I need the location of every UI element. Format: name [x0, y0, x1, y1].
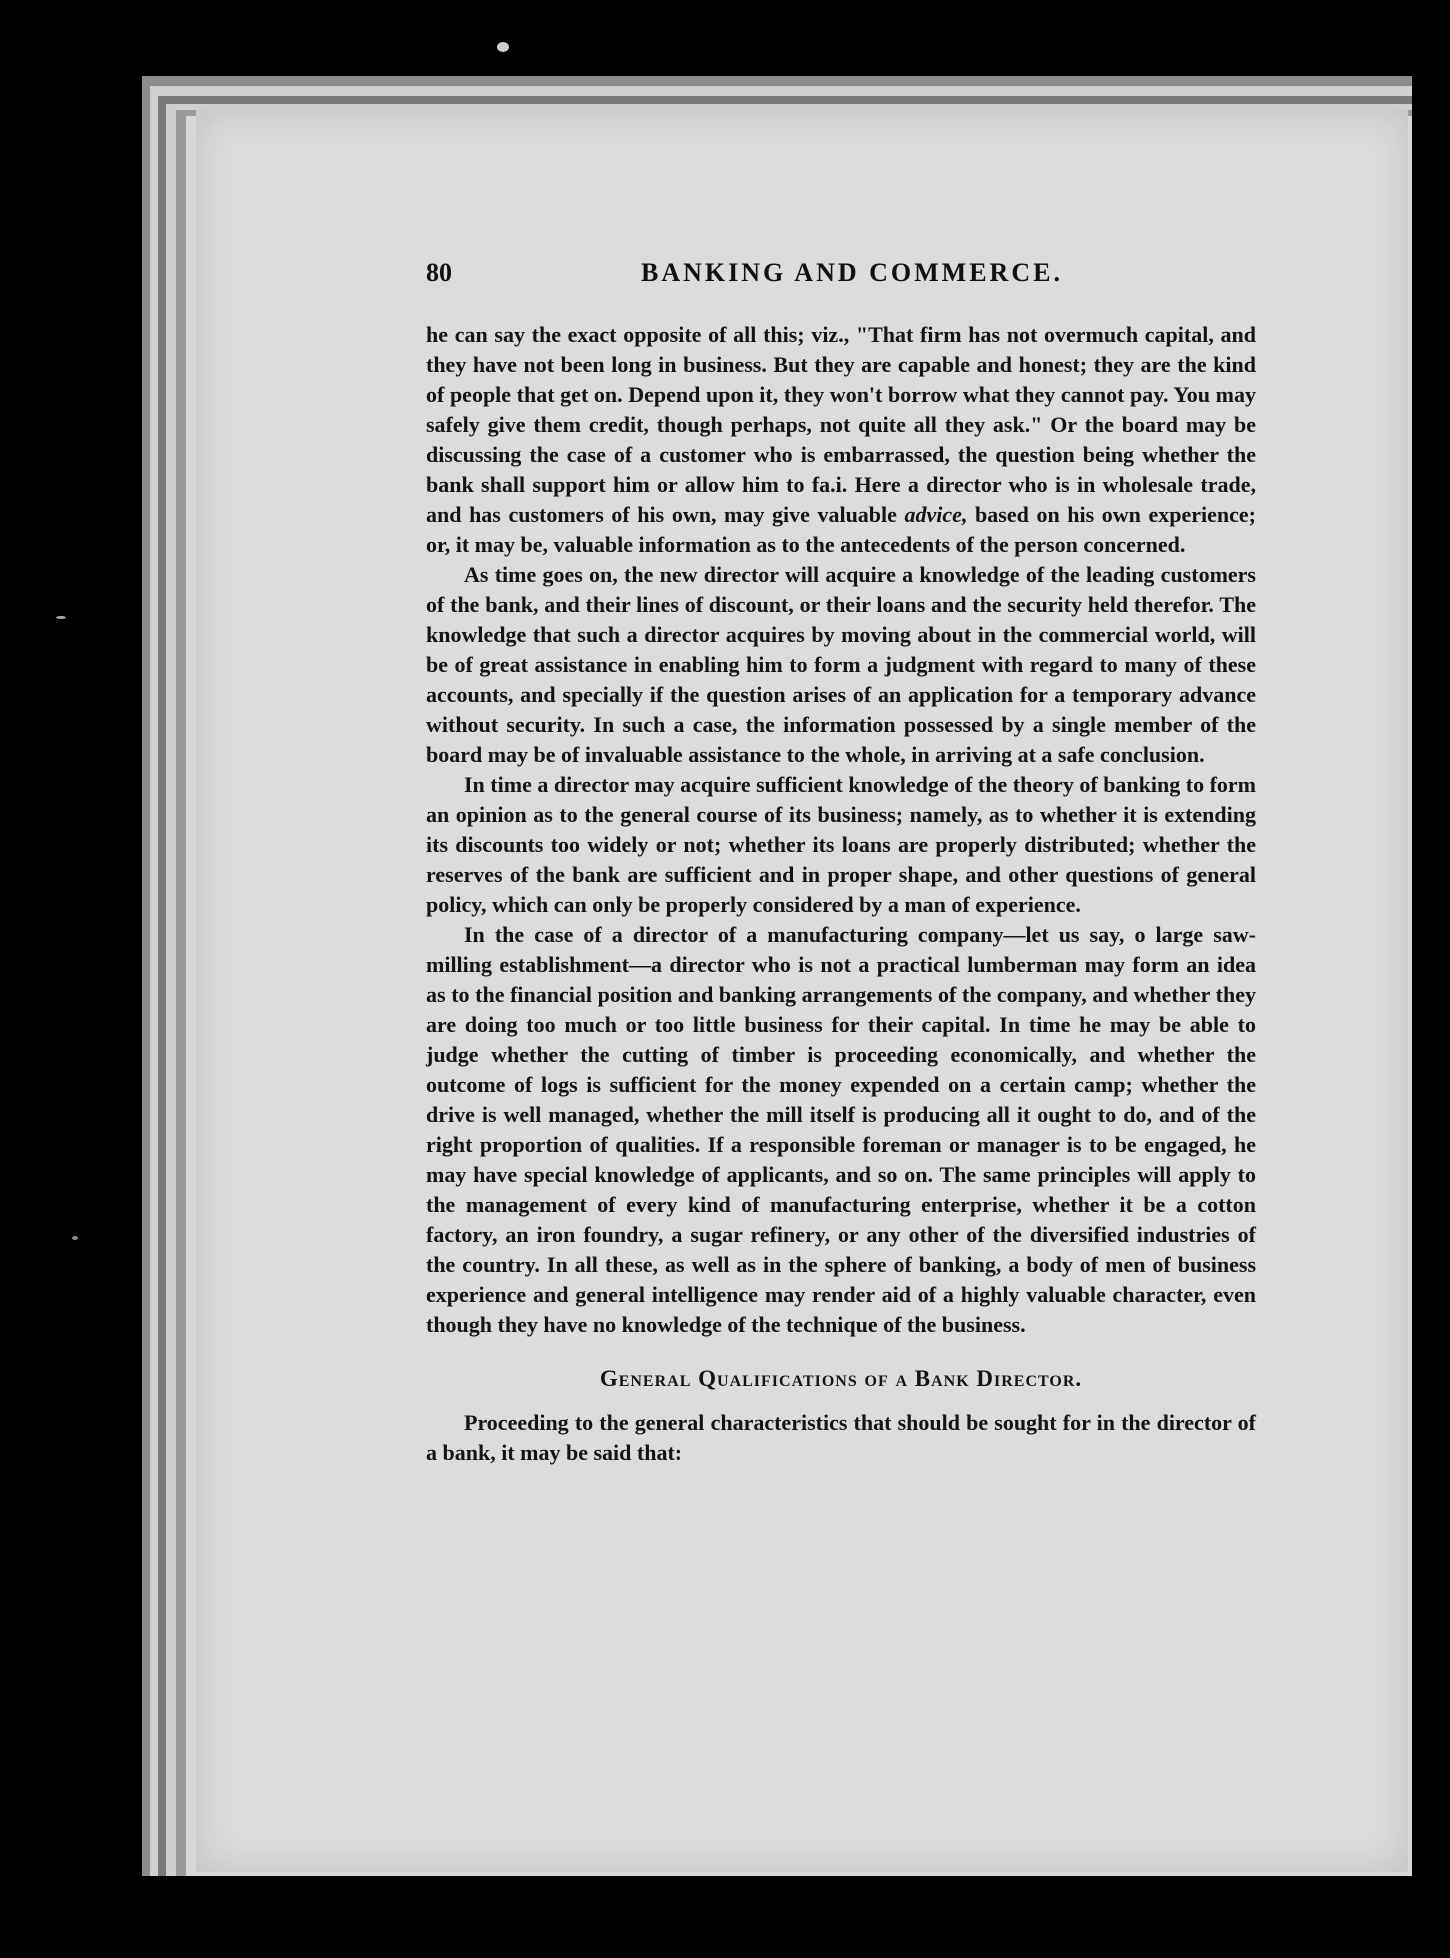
paragraph-text: he can say the exact opposite of all this; viz., "That firm has not overmuch capital, and they have not been long in business. But they are capable and honest; they are the kind of people that get on. Depend upon it, they won't borrow what they cannot pay. You may safely give them credit, though perhaps, not quite all they ask." Or the board may be discussing the case of a customer who is embarrassed, the question being whether the bank shall support him or allow him to fa.i. Here a director who is in wholesale trade, and has customers of his own, may give valuable	[426, 322, 1256, 527]
paragraph-text: based on his own experience; or, it may be, valuable information as to the antecedents of the person concerned.	[426, 502, 1257, 557]
section-heading: General Qualifications of a Bank Director.	[599, 1366, 1083, 1391]
page-header	[426, 258, 1256, 294]
paragraph: Proceeding to the general characteristics that should be sought for in the director of a bank, it may be said that:	[426, 1410, 1256, 1465]
italic-word: advice,	[904, 502, 968, 527]
paragraph: In time a director may acquire sufficient knowledge of the theory of banking to form an opinion as to the general course of its business; namely, as to whether it is extending its discounts too widely or not; whether its loans are properly distributed; whether the reserves of the bank are sufficient and in proper shape, and other questions of general policy, which can only be properly considered by a man of experience.	[426, 772, 1256, 917]
page-body	[426, 320, 1256, 1468]
page-number: 80	[426, 258, 452, 287]
scan-speck	[72, 1236, 78, 1240]
running-head: BANKING AND COMMERCE.	[641, 258, 1063, 287]
paragraph	[426, 320, 1256, 560]
scan-speck	[56, 616, 66, 619]
scan-speck	[497, 42, 509, 52]
paragraph: In the case of a director of a manufacturing company—let us say, o large saw-milling establishment—a director who is not a practical lumberman may form an idea as to the financial position and banking arrangements of the company, and whether they are doing too much or too little business for their capital. In time he may be able to judge whether the cutting of timber is proceeding economically, and whether the outcome of logs is sufficient for the money expended on a certain camp; whether the drive is well managed, whether the mill itself is producing all it ought to do, and of the right proportion of qualities. If a responsible foreman or manager is to be engaged, he may have special knowledge of applicants, and so on. The same principles will apply to the management of every kind of manufacturing enterprise, whether it be a cotton factory, an iron foundry, a sugar refinery, or any other of the diversified industries of the country. In all these, as well as in the sphere of banking, a body of men of business experience and general intelligence may render aid of a highly valuable character, even though they have no knowledge of the technique of the business.	[426, 922, 1256, 1337]
paragraph: As time goes on, the new director will acquire a knowledge of the leading customers of the bank, and their lines of discount, or their loans and the security held therefor. The knowledge that such a director acquires by moving about in the commercial world, will be of great assistance in enabling him to form a judgment with regard to many of these accounts, and specially if the question arises of an application for a temporary advance without security. In such a case, the information possessed by a single member of the board may be of invaluable assistance to the whole, in arriving at a safe conclusion.	[426, 562, 1256, 767]
